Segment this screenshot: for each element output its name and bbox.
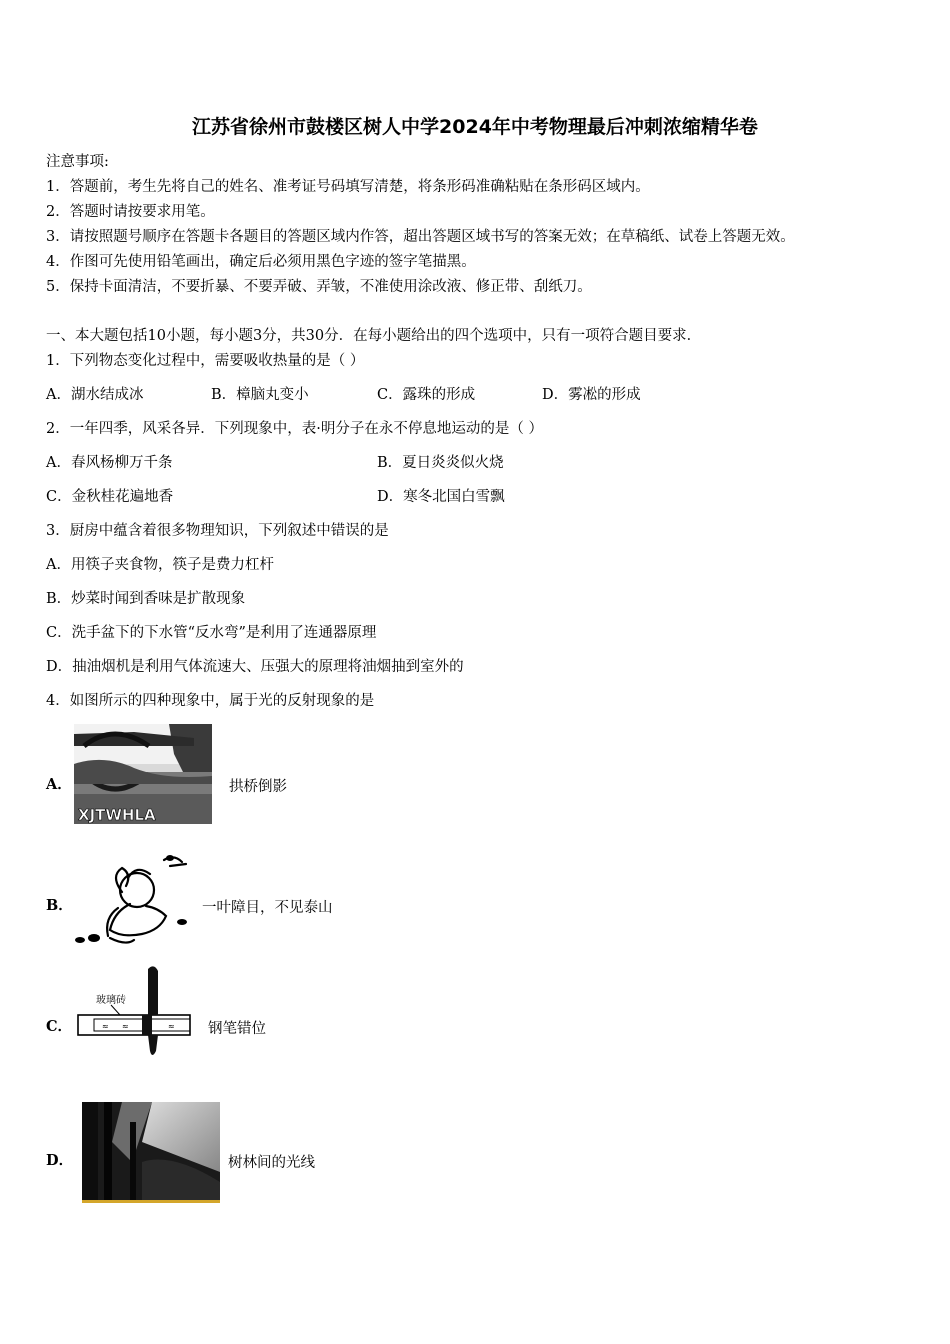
q4-option-a-label: A．	[46, 776, 72, 793]
question-3-stem: 3．厨房中蕴含着很多物理知识，下列叙述中错误的是	[46, 523, 389, 539]
q2-option-a: A．春风杨柳万千条	[46, 455, 173, 471]
question-2-stem: 2．一年四季，风采各异．下列现象中，表·明分子在永不停息地运动的是（ ）	[46, 421, 543, 437]
q2-option-c: C．金秋桂花遍地香	[46, 489, 174, 505]
question-4-stem: 4．如图所示的四种现象中，属于光的反射现象的是	[46, 693, 375, 709]
glass-block-label: 玻璃砖	[96, 995, 126, 1006]
q4-option-d-label: D．	[46, 1152, 74, 1169]
notice-item: 5．保持卡面清洁，不要折暴、不要弄破、弄皱，不准使用涂改液、修正带、刮纸刀。	[46, 279, 592, 295]
q1-option-b: B．樟脑丸变小	[211, 387, 309, 403]
q4-option-b-label: B．	[46, 897, 73, 914]
q3-option-c: C．洗手盆下的下水管“反水弯”是利用了连通器原理	[46, 625, 377, 641]
q3-option-b: B．炒菜时闻到香味是扩散现象	[46, 591, 246, 607]
q1-option-a: A．湖水结成冰	[46, 387, 144, 403]
notice-heading: 注意事项:	[46, 154, 109, 170]
q2-option-d: D．寒冬北国白雪飘	[377, 489, 505, 505]
q4-option-a-caption: 拱桥倒影	[229, 779, 287, 795]
svg-text:≈: ≈	[102, 1022, 109, 1031]
leaf-cartoon-image	[70, 852, 195, 950]
q4-option-c-caption: 钢笔错位	[208, 1021, 266, 1037]
q4-option-c-label: C．	[46, 1018, 73, 1035]
bridge-reflection-image	[74, 724, 212, 824]
notice-item: 2．答题时请按要求用笔。	[46, 204, 215, 220]
section-heading: 一、本大题包括10小题，每小题3分，共30分．在每小题给出的四个选项中，只有一项符合题目要求．	[46, 328, 702, 344]
q1-option-c: C．露珠的形成	[377, 387, 476, 403]
notice-item: 3．请按照题号顺序在答题卡各题目的答题区域内作答，超出答题区域书写的答案无效；在草稿纸、试卷上答题无效。	[46, 229, 795, 245]
q3-option-a: A．用筷子夹食物，筷子是费力杠杆	[46, 557, 274, 573]
q3-option-d: D．抽油烟机是利用气体流速大、压强大的原理将油烟抽到室外的	[46, 659, 464, 675]
svg-text:≈: ≈	[122, 1022, 129, 1031]
q4-option-b-caption: 一叶障目，不见泰山	[202, 900, 333, 916]
page-title: 江苏省徐州市鼓楼区树人中学2024年中考物理最后冲刺浓缩精华卷	[192, 116, 758, 138]
question-1-stem: 1．下列物态变化过程中，需要吸收热量的是（ ）	[46, 353, 365, 369]
forest-light-image	[82, 1102, 220, 1204]
svg-text:≈: ≈	[168, 1022, 175, 1031]
notice-item: 4．作图可先使用铅笔画出，确定后必须用黑色字迹的签字笔描黑。	[46, 254, 476, 270]
notice-item: 1．答题前，考生先将自己的姓名、准考证号码填写清楚，将条形码准确粘贴在条形码区域内。	[46, 179, 650, 195]
q4-option-d-caption: 树林间的光线	[228, 1155, 315, 1171]
q1-option-d: D．雾凇的形成	[542, 387, 641, 403]
glass-block-pen-image	[76, 963, 194, 1059]
q2-option-b: B．夏日炎炎似火烧	[377, 455, 504, 471]
image-watermark-text: XJTWHLA	[78, 806, 156, 824]
